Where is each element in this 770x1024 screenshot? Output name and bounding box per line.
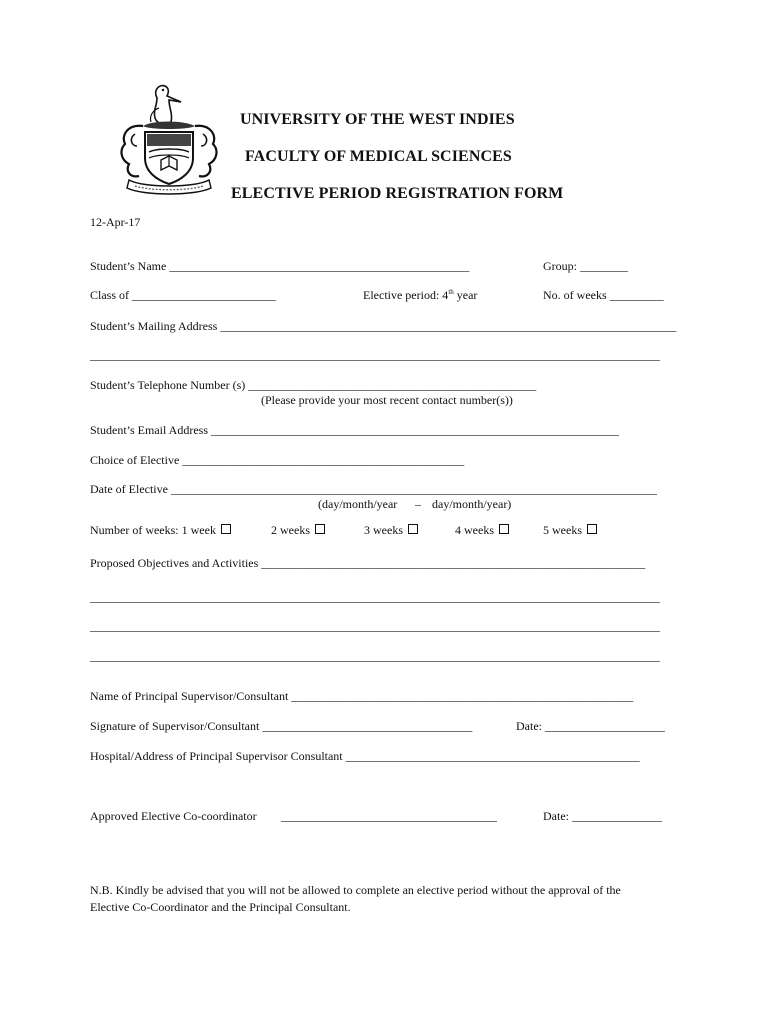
form-title: ELECTIVE PERIOD REGISTRATION FORM <box>231 185 564 202</box>
faculty-title: FACULTY OF MEDICAL SCIENCES <box>245 148 512 165</box>
objectives-line-2[interactable]: _______________________________________________________________________________________________ <box>90 590 660 604</box>
hospital-address-field[interactable]: Hospital/Address of Principal Supervisor Consultant _________________________________________________ <box>90 749 640 763</box>
checkbox-icon[interactable] <box>587 524 597 534</box>
signature-field[interactable]: Signature of Supervisor/Consultant ___________________________________ <box>90 719 473 733</box>
form-date: 12-Apr-17 <box>90 215 141 229</box>
group-field[interactable]: Group: ________ <box>543 259 628 273</box>
weeks-3-option[interactable]: 3 weeks <box>364 523 418 538</box>
objectives-line-3[interactable]: _______________________________________________________________________________________________ <box>90 619 660 633</box>
university-crest-icon <box>113 80 225 198</box>
no-of-weeks-field[interactable]: No. of weeks _________ <box>543 288 664 302</box>
checkbox-icon[interactable] <box>315 524 325 534</box>
signature-date-field[interactable]: Date: ____________________ <box>516 719 665 733</box>
note-line-2: Elective Co-Coordinator and the Principal Consultant. <box>90 900 351 914</box>
weeks-5-option[interactable]: 5 weeks <box>543 523 597 538</box>
checkbox-icon[interactable] <box>499 524 509 534</box>
student-name-field[interactable]: Student’s Name __________________________________________________ <box>90 259 470 273</box>
weeks-2-option[interactable]: 2 weeks <box>271 523 325 538</box>
date-format-start: (day/month/year <box>318 497 398 511</box>
date-format-end: day/month/year) <box>432 497 512 511</box>
approved-coordinator-label: Approved Elective Co-coordinator <box>90 809 257 823</box>
principal-supervisor-field[interactable]: Name of Principal Supervisor/Consultant _________________________________________________________ <box>90 689 634 703</box>
telephone-hint: (Please provide your most recent contact number(s)) <box>261 393 513 407</box>
telephone-field[interactable]: Student’s Telephone Number (s) ________________________________________________ <box>90 378 537 392</box>
checkbox-icon[interactable] <box>408 524 418 534</box>
weeks-4-option[interactable]: 4 weeks <box>455 523 509 538</box>
approved-coordinator-line[interactable]: ____________________________________ <box>281 809 497 823</box>
note-line-1: N.B. Kindly be advised that you will not be allowed to complete an elective period without the approval of the <box>90 883 621 897</box>
class-of-field[interactable]: Class of ________________________ <box>90 288 276 302</box>
date-of-elective-field[interactable]: Date of Elective _________________________________________________________________________________ <box>90 482 657 496</box>
email-field[interactable]: Student’s Email Address ____________________________________________________________________ <box>90 423 619 437</box>
objectives-line-4[interactable]: _______________________________________________________________________________________________ <box>90 649 660 663</box>
choice-of-elective-field[interactable]: Choice of Elective _______________________________________________ <box>90 453 465 467</box>
approved-date-field[interactable]: Date: _______________ <box>543 809 662 823</box>
mailing-address-field[interactable]: Student’s Mailing Address ____________________________________________________________________________ <box>90 319 677 333</box>
university-title: UNIVERSITY OF THE WEST INDIES <box>240 111 515 128</box>
mailing-address-line-2[interactable]: _______________________________________________________________________________________________ <box>90 348 660 362</box>
weeks-1-option[interactable]: Number of weeks: 1 week <box>90 523 231 538</box>
elective-period: Elective period: 4th year <box>363 288 478 302</box>
checkbox-icon[interactable] <box>221 524 231 534</box>
date-format-dash: – <box>415 497 421 511</box>
objectives-field[interactable]: Proposed Objectives and Activities ________________________________________________________________ <box>90 556 646 570</box>
